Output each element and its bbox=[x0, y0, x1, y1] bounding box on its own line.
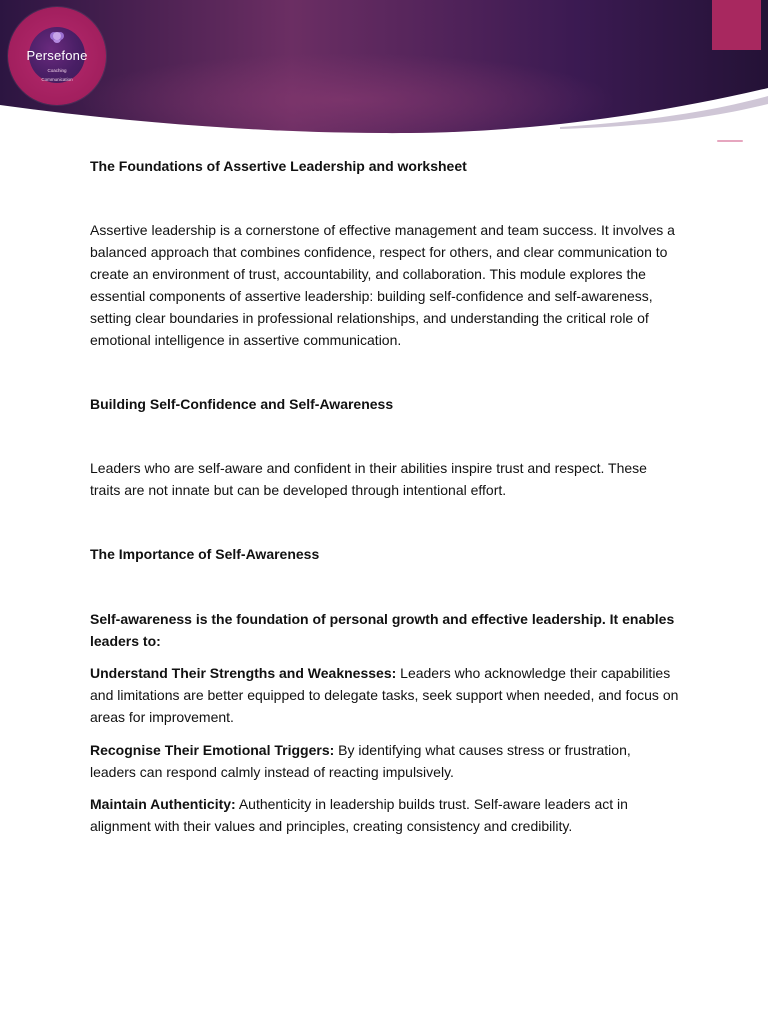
point-authenticity bbox=[90, 793, 680, 837]
intro-paragraph: Assertive leadership is a cornerstone of effective management and team success. It involves a balanced approach that combines confidence, respect for others, and clear communication to create an environment of trust, accountability, and collaboration. This module explores the essential components of assertive leadership: building self-confidence and self-awareness, setting clear boundaries in professional relationships, and understanding the critical role of emotional intelligence in assertive communication. bbox=[90, 222, 675, 348]
document-body bbox=[90, 155, 680, 837]
section-heading-self-awareness: The Importance of Self-Awareness bbox=[90, 546, 320, 562]
point-text: By identifying what causes stress or frustration, leaders can respond calmly instead of reacting impulsively. bbox=[90, 742, 631, 780]
self-awareness-lead: Self-awareness is the foundation of personal growth and effective leadership. It enables leaders to: bbox=[90, 611, 675, 649]
persefone-logo bbox=[8, 7, 106, 105]
point-label: Understand Their Strengths and Weaknesses: bbox=[90, 665, 397, 681]
document-title: The Foundations of Assertive Leadership and worksheet bbox=[90, 158, 467, 174]
logo-tagline: Coaching Communication bbox=[41, 68, 73, 82]
point-strengths-weaknesses bbox=[90, 662, 680, 728]
point-label: Maintain Authenticity: bbox=[90, 796, 236, 812]
self-confidence-paragraph: Leaders who are self-aware and confident in their abilities inspire trust and respect. These traits are not innate but can be developed through intentional effort. bbox=[90, 460, 647, 498]
logo-name: Persefone bbox=[26, 48, 88, 63]
point-emotional-triggers bbox=[90, 739, 680, 783]
corner-accent-square bbox=[712, 0, 761, 50]
header-wave-graphic bbox=[0, 0, 768, 145]
flower-icon bbox=[53, 32, 61, 40]
point-text: Authenticity in leadership builds trust. Self-aware leaders act in alignment with their values and principles, creating consistency and credibility. bbox=[90, 796, 628, 834]
section-heading-self-confidence: Building Self-Confidence and Self-Awareness bbox=[90, 396, 394, 412]
point-label: Recognise Their Emotional Triggers: bbox=[90, 742, 335, 758]
point-text: Leaders who acknowledge their capabilities and limitations are better equipped to delegate tasks, seek support when needed, and focus on areas for improvement. bbox=[90, 665, 679, 725]
header-banner bbox=[0, 0, 768, 145]
corner-accent-line bbox=[717, 140, 743, 142]
